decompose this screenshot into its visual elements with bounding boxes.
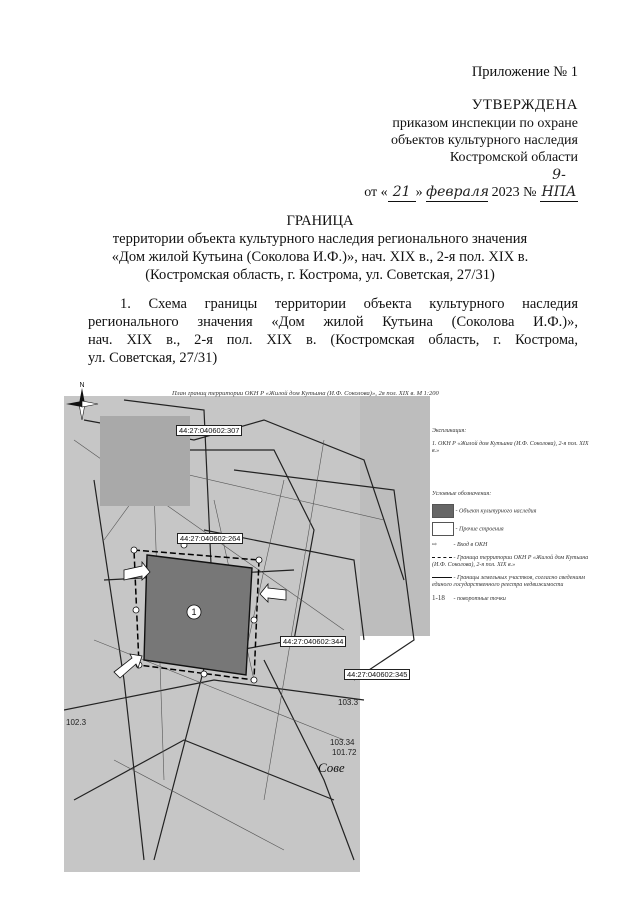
date-month: февраля xyxy=(426,184,490,200)
legend-points xyxy=(432,595,592,603)
explication-item: 1. ОКН Р «Жилой дом Кутьина (И.Ф. Соколова), 2-я пол. XIX в.» xyxy=(432,441,589,454)
boundary-line-icon xyxy=(432,557,452,558)
legend-boundary xyxy=(432,555,592,569)
approval-block xyxy=(364,97,578,202)
parcel-label-344: 44:27:040602:344 xyxy=(280,636,346,647)
legend-points-label: - поворотные точки xyxy=(453,596,506,602)
heading-line-1: территории объекта культурного наследия регионального значения xyxy=(112,231,528,247)
date-mid: » xyxy=(415,185,423,200)
legend-cadastre-label: - Границы земельных участков, согласно сведениям единого государственного реестра недвижимости xyxy=(432,575,585,588)
date-day: 21 xyxy=(388,184,416,202)
points-range: 1-18 xyxy=(432,594,445,602)
compass-north-label: N xyxy=(79,382,85,389)
map-legend xyxy=(432,428,592,603)
swatch-other xyxy=(432,522,454,536)
height-mark-4: 103.3 xyxy=(338,698,359,707)
date-year: 2023 № xyxy=(491,185,537,200)
date-prefix: от « xyxy=(364,185,388,200)
document-heading xyxy=(0,212,640,284)
legend-entrance-label: - Вход в ОКН xyxy=(453,542,488,548)
item-1-line-2: регионального значения «Дом жилой Кутьина (Соколова И.Ф.)», xyxy=(88,314,578,330)
parcel-label-307: 44:27:040602:307 xyxy=(176,425,242,436)
legend-object xyxy=(432,504,592,518)
legend-other-label: - Прочие строения xyxy=(455,526,504,533)
heading-line-2: «Дом жилой Кутьина (Соколова И.Ф.)», нач. XIX в., 2-я пол. XIX в. xyxy=(111,249,529,265)
approval-line-3: Костромской области xyxy=(449,150,578,165)
legend-cadastre xyxy=(432,575,592,589)
approval-title: УТВЕРЖДЕНА xyxy=(471,97,578,113)
height-mark-2: 103.34 xyxy=(330,738,355,747)
item-1-line-4: ул. Советская, 27/31) xyxy=(88,350,218,366)
legend-boundary-label: - Граница территории ОКН Р «Жилой дом Кутьина (И.Ф. Соколова), 2-я пол. XIX в.» xyxy=(432,555,589,568)
cadastre-line-icon xyxy=(432,577,452,578)
map-caption: План границ территории ОКН Р «Жилой дом Кутьина (И.Ф. Соколова)», 2я пол. XIX в. М 1:200 xyxy=(172,390,439,397)
height-mark-1: 102.3 xyxy=(66,718,87,727)
date-number: 9-НПА xyxy=(541,167,577,200)
item-1-text xyxy=(88,295,578,367)
swatch-object xyxy=(432,504,454,518)
parcel-label-264: 44:27:040602:264 xyxy=(177,533,243,544)
height-mark-3: 101.72 xyxy=(332,748,357,757)
conventions-title: Условные обозначения: xyxy=(432,491,492,497)
item-1-line-1: 1. Схема границы территории объекта культурного наследия xyxy=(120,296,578,312)
legend-object-label: - Объект культурного наследия xyxy=(455,508,537,515)
heading-line-3: (Костромская область, г. Кострома, ул. Советская, 27/31) xyxy=(145,267,495,283)
explication-title: Экспликация: xyxy=(432,428,467,434)
approval-line-1: приказом инспекции по охране xyxy=(392,116,578,131)
heading-title: ГРАНИЦА xyxy=(286,213,354,229)
parcel-label-345: 44:27:040602:345 xyxy=(344,669,410,680)
compass xyxy=(66,388,98,420)
item-1-line-3: нач. XIX в., 2-я пол. XIX в. (Костромская область, г. Кострома, xyxy=(88,332,578,348)
street-label: Сове xyxy=(318,760,345,775)
appendix-label: Приложение № 1 xyxy=(471,64,578,80)
legend-other xyxy=(432,522,592,536)
entrance-arrow-icon: ⇨ xyxy=(432,542,438,548)
legend-entrance xyxy=(432,542,592,549)
approval-date xyxy=(364,167,578,202)
approval-line-2: объектов культурного наследия xyxy=(390,133,578,148)
object-number: 1 xyxy=(191,607,197,617)
